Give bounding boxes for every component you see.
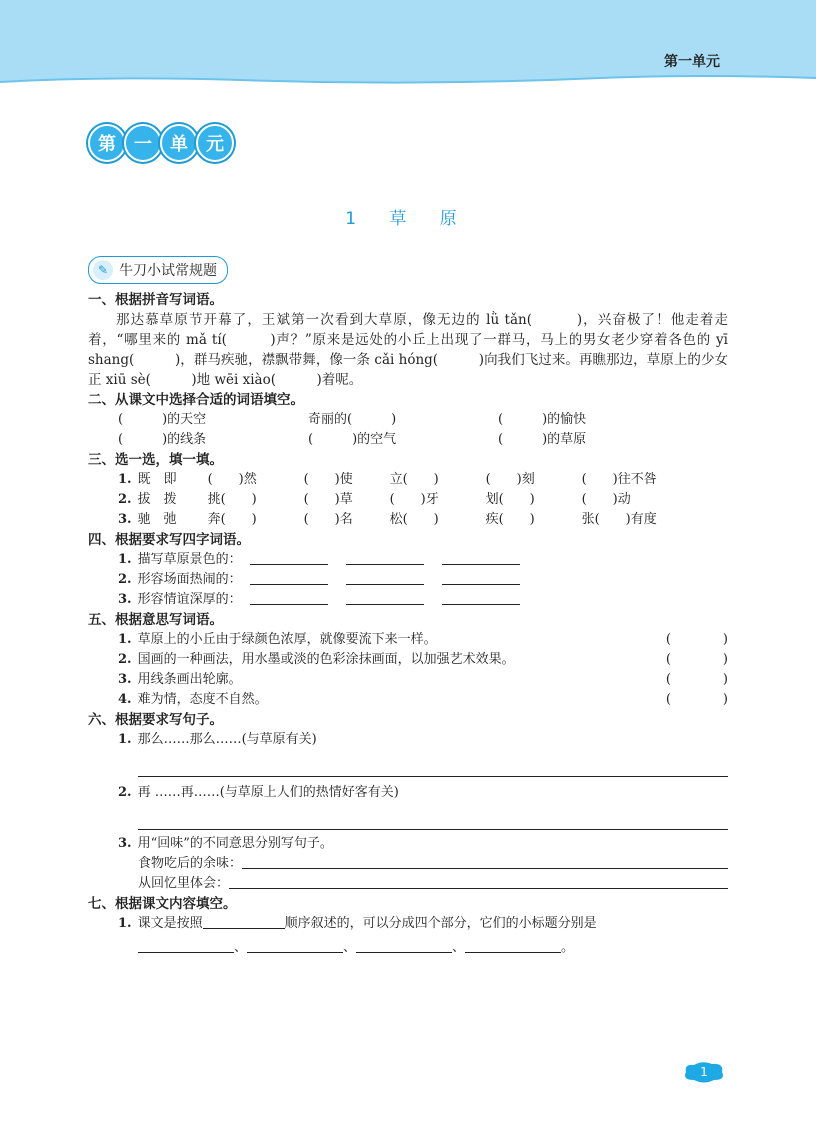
choice-row xyxy=(88,490,728,510)
badge-char: 元 xyxy=(196,124,234,162)
item-number: 2. xyxy=(118,785,132,800)
idiom-prompt: 形容情谊深厚的： xyxy=(137,592,242,607)
exercise-content xyxy=(88,290,728,958)
separator: 、 xyxy=(234,940,248,955)
answer-line[interactable] xyxy=(346,570,424,585)
answer-line[interactable] xyxy=(442,550,520,565)
idiom-row xyxy=(88,590,728,610)
choice-item: 奔( ) xyxy=(207,512,257,527)
meaning-text: 草原上的小丘由于绿颜色浓厚，就像要流下来一样。 xyxy=(137,632,437,647)
sentence-prompt xyxy=(88,834,728,854)
choice-item: ( )名 xyxy=(303,512,353,527)
fill-item: ( )的线条 xyxy=(118,432,207,447)
answer-line[interactable] xyxy=(242,854,728,869)
sentence-prompt-text: 那么……那么……(与草原有关) xyxy=(137,732,317,747)
tag-label: 牛刀小试常规题 xyxy=(119,263,217,279)
choice-row xyxy=(88,470,728,490)
item-number: 3. xyxy=(118,836,132,851)
item-number: 3. xyxy=(118,512,132,527)
idiom-prompt: 形容场面热闹的： xyxy=(137,572,242,587)
sentence-prompt-text: 再 ……再……(与草原上人们的热情好客有关) xyxy=(137,785,399,800)
pinyin-passage: 那达慕草原节开幕了，王斌第一次看到大草原，像无边的 lǜ tǎn( )，兴奋极了！他走着走着，“哪里来的 mǎ tí( )声？”原来是远处的小丘上出现了一群马，马上的男女老少穿着各色的 yī shang( )，群马疾驰，襟飘带舞，像一条 cǎi hóng( )向我们飞过来。再瞧那边，草原上的少女正 xiū sè( )地 wēi xiào( )着呢。 xyxy=(88,312,728,388)
choice-item: 立( ) xyxy=(389,472,439,487)
answer-line[interactable] xyxy=(229,874,728,889)
badge-char: 一 xyxy=(124,124,162,162)
pen-icon: ✎ xyxy=(93,260,113,280)
section-title: 三、选一选，填一填。 xyxy=(88,452,223,468)
item-number: 4. xyxy=(118,692,132,707)
answer-line[interactable] xyxy=(442,590,520,605)
choice-item: 张( )有度 xyxy=(581,512,657,527)
answer-label: 食物吃后的余味： xyxy=(138,856,243,871)
section-title: 四、根据要求写四字词语。 xyxy=(88,532,250,548)
badge-char: 第 xyxy=(88,124,126,162)
choice-item: 疾( ) xyxy=(485,512,535,527)
header-wave-banner xyxy=(0,0,816,90)
fill-item: ( )的空气 xyxy=(308,432,397,447)
answer-line[interactable] xyxy=(203,914,285,929)
sentence-prompt xyxy=(88,730,728,750)
choice-item: ( )刻 xyxy=(485,472,535,487)
item-number: 1. xyxy=(118,732,132,747)
structure-text: 顺序叙述的，可以分成四个部分，它们的小标题分别是 xyxy=(284,916,597,931)
char-pair: 驰 弛 xyxy=(137,512,177,527)
choice-item: 划( ) xyxy=(485,492,535,507)
structure-row xyxy=(88,914,728,934)
char-pair: 拔 拨 xyxy=(137,492,177,507)
choice-row xyxy=(88,510,728,530)
answer-label: 从回忆里体会： xyxy=(138,876,230,891)
item-number: 1. xyxy=(118,472,132,487)
unit-label: 第一单元 xyxy=(664,54,720,70)
page-number: 1 xyxy=(700,1065,708,1079)
sentence-answer-row xyxy=(88,874,728,894)
idiom-row xyxy=(88,570,728,590)
structure-text: 课文是按照 xyxy=(137,916,203,931)
fill-item: ( )的天空 xyxy=(118,412,207,427)
char-pair: 既 即 xyxy=(137,472,177,487)
page-number-splash xyxy=(682,1060,726,1084)
fill-row xyxy=(88,410,728,430)
item-number: 3. xyxy=(118,672,132,687)
answer-line[interactable] xyxy=(250,570,328,585)
choice-item: ( )草 xyxy=(303,492,353,507)
sentence-prompt xyxy=(88,783,728,803)
choice-item: ( )使 xyxy=(303,472,353,487)
answer-line[interactable] xyxy=(250,590,328,605)
item-number: 2. xyxy=(118,572,132,587)
item-number: 1. xyxy=(118,916,132,931)
section-title: 六、根据要求写句子。 xyxy=(88,712,223,728)
subtitle-blanks xyxy=(88,938,728,958)
answer-paren[interactable]: ( ) xyxy=(665,672,728,687)
answer-line[interactable] xyxy=(356,938,452,953)
answer-paren[interactable]: ( ) xyxy=(665,692,728,707)
item-number: 2. xyxy=(118,652,132,667)
item-number: 2. xyxy=(118,492,132,507)
meaning-row xyxy=(88,670,728,690)
item-number: 3. xyxy=(118,592,132,607)
fill-item: ( )的愉快 xyxy=(498,412,587,427)
meaning-row xyxy=(88,690,728,710)
section-title: 五、根据意思写词语。 xyxy=(88,612,223,628)
choice-item: 挑( ) xyxy=(207,492,257,507)
section-title: 二、从课文中选择合适的词语填空。 xyxy=(88,392,304,408)
choice-item: 松( ) xyxy=(389,512,439,527)
item-number: 1. xyxy=(118,552,132,567)
separator: 。 xyxy=(561,940,575,955)
answer-line[interactable] xyxy=(346,550,424,565)
meaning-text: 国画的一种画法，用水墨或淡的色彩涂抹画面，以加强艺术效果。 xyxy=(137,652,515,667)
separator: 、 xyxy=(343,940,357,955)
choice-item: ( )牙 xyxy=(389,492,439,507)
choice-item: ( )然 xyxy=(207,472,257,487)
answer-line[interactable] xyxy=(138,750,728,777)
section-title: 七、根据课文内容填空。 xyxy=(88,896,237,912)
answer-line[interactable] xyxy=(465,938,561,953)
answer-paren[interactable]: ( ) xyxy=(665,652,728,667)
sentence-answer-row xyxy=(88,854,728,874)
sentence-prompt-text: 用“回味”的不同意思分别写句子。 xyxy=(137,836,333,851)
answer-line[interactable] xyxy=(138,938,234,953)
unit-badge xyxy=(88,124,232,162)
meaning-text: 难为情，态度不自然。 xyxy=(137,692,268,707)
fill-row xyxy=(88,430,728,450)
answer-line[interactable] xyxy=(247,938,343,953)
answer-line[interactable] xyxy=(138,803,728,830)
meaning-text: 用线条画出轮廓。 xyxy=(137,672,242,687)
answer-paren[interactable]: ( ) xyxy=(665,632,728,647)
idiom-prompt: 描写草原景色的： xyxy=(137,552,242,567)
badge-char: 单 xyxy=(160,124,198,162)
answer-line[interactable] xyxy=(250,550,328,565)
choice-item: ( )动 xyxy=(581,492,631,507)
answer-line[interactable] xyxy=(442,570,520,585)
section-title: 一、根据拼音写词语。 xyxy=(88,292,223,308)
item-number: 1. xyxy=(118,632,132,647)
fill-item: 奇丽的( ) xyxy=(308,412,397,427)
fill-item: ( )的草原 xyxy=(498,432,587,447)
answer-line[interactable] xyxy=(346,590,424,605)
choice-item: ( )往不咎 xyxy=(581,472,657,487)
section-tag xyxy=(88,256,228,284)
meaning-row xyxy=(88,630,728,650)
lesson-title: 1 草 原 xyxy=(345,209,471,229)
meaning-row xyxy=(88,650,728,670)
separator: 、 xyxy=(452,940,466,955)
idiom-row xyxy=(88,550,728,570)
